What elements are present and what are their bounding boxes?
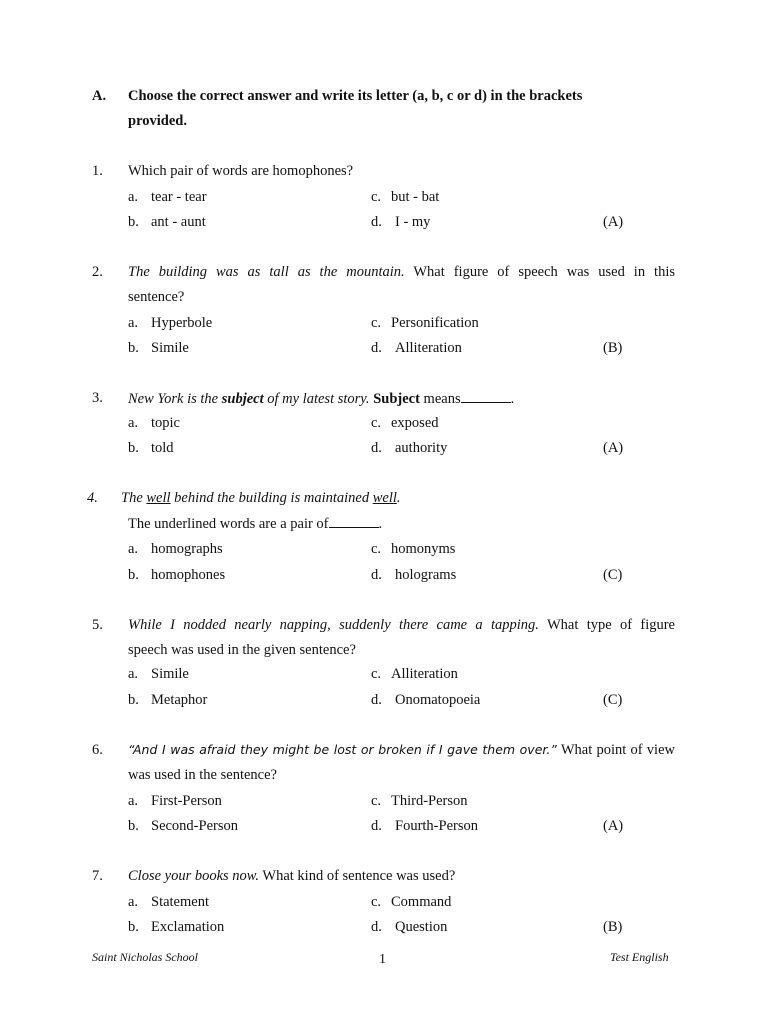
- question-number: 7.: [92, 868, 103, 884]
- option-d: Question: [395, 919, 448, 935]
- question-keyword: subject: [221, 391, 264, 407]
- option-b: Metaphor: [151, 692, 208, 708]
- question-rest: means: [419, 391, 461, 407]
- option-c: Personification: [391, 315, 479, 331]
- question-number: 1.: [92, 163, 103, 179]
- option-letter: a.: [128, 793, 139, 809]
- answer-bracket: (A): [603, 818, 624, 834]
- option-c: exposed: [391, 415, 439, 431]
- answer-bracket: (C): [603, 692, 623, 708]
- underlined-word: well: [146, 490, 171, 506]
- question-italic: Close your books now.: [128, 868, 260, 884]
- option-letter: a.: [128, 666, 139, 682]
- question-number: 6.: [92, 742, 103, 758]
- option-c: Third-Person: [391, 793, 468, 809]
- option-a: topic: [151, 415, 180, 431]
- question-italic: While I nodded nearly napping, suddenly there came a tapping.: [128, 617, 539, 633]
- question-keyword: Subject: [373, 391, 420, 407]
- option-letter: c.: [371, 894, 382, 910]
- option-b: told: [151, 440, 174, 456]
- answer-bracket: (B): [603, 340, 623, 356]
- question-rest: What figure of speech was used in this: [413, 264, 675, 280]
- underlined-word: well: [372, 490, 397, 506]
- question-end: .: [378, 516, 383, 532]
- option-d: Fourth-Person: [395, 818, 478, 834]
- footer-page-number: 1: [379, 952, 386, 967]
- option-letter: a.: [128, 541, 139, 557]
- option-letter: d.: [371, 440, 382, 456]
- question-number: 5.: [92, 617, 103, 633]
- option-letter: b.: [128, 340, 139, 356]
- option-b: ant - aunt: [151, 214, 206, 230]
- option-letter: b.: [128, 214, 139, 230]
- option-b: Second-Person: [151, 818, 238, 834]
- option-letter: c.: [371, 793, 382, 809]
- option-letter: c.: [371, 315, 382, 331]
- question-number: 2.: [92, 264, 103, 280]
- question-end: .: [396, 490, 401, 506]
- footer-school: Saint Nicholas School: [92, 950, 198, 964]
- question-text: [128, 264, 675, 281]
- option-a: homographs: [151, 541, 223, 557]
- option-letter: a.: [128, 189, 139, 205]
- answer-blank: [329, 515, 379, 528]
- question-italic: of my latest story.: [263, 391, 374, 407]
- option-b: homophones: [151, 567, 226, 583]
- option-d: Alliteration: [395, 340, 462, 356]
- question-rest: What point of view: [560, 742, 675, 758]
- option-letter: c.: [371, 415, 382, 431]
- option-b: Exclamation: [151, 919, 225, 935]
- question-italic: behind the building is maintained: [170, 490, 373, 506]
- option-letter: d.: [371, 567, 382, 583]
- option-letter: c.: [371, 666, 382, 682]
- question-italic: The: [121, 490, 147, 506]
- option-letter: b.: [128, 567, 139, 583]
- question-line-2: was used in the sentence?: [128, 767, 277, 783]
- answer-bracket: (C): [603, 567, 623, 583]
- instruction-line-2: provided.: [128, 113, 187, 129]
- answer-blank: [461, 390, 511, 403]
- option-c: but - bat: [391, 189, 440, 205]
- option-letter: a.: [128, 315, 139, 331]
- option-letter: b.: [128, 440, 139, 456]
- question-line-2: speech was used in the given sentence?: [128, 642, 356, 658]
- option-a: Simile: [151, 666, 189, 682]
- answer-bracket: (A): [603, 214, 624, 230]
- question-italic: New York is the: [128, 391, 222, 407]
- option-letter: d.: [371, 692, 382, 708]
- question-line-2: sentence?: [128, 289, 185, 305]
- option-letter: a.: [128, 894, 139, 910]
- section-marker: A.: [92, 88, 107, 104]
- question-text: Which pair of words are homophones?: [128, 163, 354, 179]
- question-number: 3.: [92, 390, 103, 406]
- option-letter: d.: [371, 214, 382, 230]
- option-letter: b.: [128, 692, 139, 708]
- option-letter: c.: [371, 541, 382, 557]
- option-letter: b.: [128, 919, 139, 935]
- option-letter: c.: [371, 189, 382, 205]
- footer-subject: Test English: [610, 950, 669, 964]
- option-letter: d.: [371, 340, 382, 356]
- option-letter: d.: [371, 818, 382, 834]
- option-letter: b.: [128, 818, 139, 834]
- question-text: [128, 868, 455, 885]
- option-d: holograms: [395, 567, 457, 583]
- option-b: Simile: [151, 340, 189, 356]
- question-line-2: [128, 515, 382, 533]
- option-d: Onomatopoeia: [395, 692, 481, 708]
- option-letter: a.: [128, 415, 139, 431]
- question-text: [121, 490, 401, 507]
- option-a: tear - tear: [151, 189, 207, 205]
- question-rest: The underlined words are a pair of: [128, 516, 329, 532]
- option-c: homonyms: [391, 541, 456, 557]
- question-rest: What type of figure: [546, 617, 675, 633]
- option-d: authority: [395, 440, 448, 456]
- question-text: [128, 617, 675, 634]
- question-rest: What kind of sentence was used?: [259, 868, 456, 884]
- option-c: Alliteration: [391, 666, 458, 682]
- question-number: 4.: [87, 490, 98, 506]
- instruction-line-1: Choose the correct answer and write its letter (a, b, c or d) in the brackets: [128, 88, 583, 104]
- answer-bracket: (B): [603, 919, 623, 935]
- question-end: .: [510, 391, 515, 407]
- option-d: I - my: [395, 214, 431, 230]
- option-c: Command: [391, 894, 452, 910]
- question-text: [128, 742, 675, 759]
- option-a: Hyperbole: [151, 315, 213, 331]
- option-a: First-Person: [151, 793, 222, 809]
- question-italic: “And I was afraid they might be lost or broken if I gave them over.”: [128, 742, 557, 757]
- question-text: [128, 390, 514, 408]
- answer-bracket: (A): [603, 440, 624, 456]
- option-letter: d.: [371, 919, 382, 935]
- option-a: Statement: [151, 894, 209, 910]
- question-italic: The building was as tall as the mountain.: [128, 264, 405, 280]
